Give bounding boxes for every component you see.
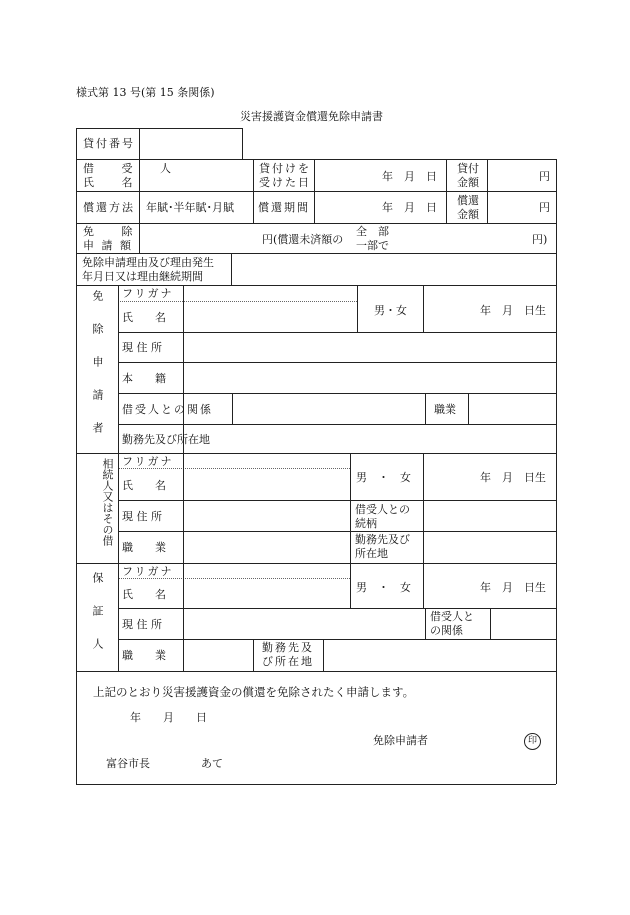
guarantor-occupation-label: 職 業 (122, 649, 166, 662)
footer-applicant-label: 免除申請者 (373, 734, 428, 747)
heir-address-label: 現 住 所 (122, 510, 162, 523)
repaid-label-1: 償還 (457, 194, 479, 207)
borrower-label-1: 借 受 人 (83, 162, 183, 175)
applicant-birth: 年 月 日生 (480, 304, 546, 317)
applicant-domicile-label: 本 籍 (122, 372, 166, 385)
loan-date-ymd: 年 月 日 (382, 170, 437, 183)
repaid-yen: 円 (539, 201, 550, 214)
method-label: 償還方法 (83, 201, 135, 214)
heir-relation-label-2: 続柄 (355, 517, 377, 530)
heir-workplace-label-1: 勤務先及び (355, 533, 410, 546)
loan-amount-yen: 円 (539, 170, 550, 183)
heir-relation-label-1: 借受人との (355, 503, 410, 516)
applicant-side-label: 免除申請者 (91, 290, 104, 455)
form-number: 様式第 13 号(第 15 条関係) (76, 86, 215, 99)
heir-workplace-label-2: 所在地 (355, 547, 388, 560)
loan-amount-label-2: 金額 (457, 176, 479, 189)
reason-label-2: 年月日又は理由継続期間 (82, 270, 203, 283)
guarantor-workplace-label-2: び所在地 (262, 655, 314, 668)
heir-gender: 男 ・ 女 (356, 471, 411, 484)
request-all: 全 部 (356, 225, 389, 238)
request-label-2: 申 請 額 (83, 239, 133, 252)
application-date: 年 月 日 (130, 711, 207, 724)
method-value: 年賦･半年賦･月賦 (146, 201, 234, 214)
loan-number-label: 貸付番号 (83, 137, 135, 150)
guarantor-relation-label-1: 借受人と (430, 610, 474, 623)
request-part: 一部で (356, 239, 389, 252)
borrower-label-2: 氏 名 (83, 176, 145, 189)
request-label-1: 免 除 (83, 225, 145, 238)
request-close-yen: 円) (532, 233, 548, 246)
guarantor-side-label: 保証人 (91, 572, 104, 671)
loan-date-label-1: 貸付けを (259, 162, 311, 175)
ate-label: あて (201, 757, 223, 770)
form-title: 災害援護資金償還免除申請書 (240, 110, 383, 123)
addressee-label: 富谷市長 (106, 757, 150, 770)
loan-date-label-2: 受けた日 (259, 176, 311, 189)
applicant-workplace-label: 勤務先及び所在地 (122, 433, 210, 446)
request-value: 円(償還未済額の (262, 233, 344, 246)
applicant-name-label: 氏 名 (122, 311, 166, 324)
heir-occupation-label: 職 業 (122, 541, 166, 554)
reason-label-1: 免除申請理由及び理由発生 (82, 256, 214, 269)
applicant-furigana: フリガナ (122, 287, 174, 300)
guarantor-address-label: 現 住 所 (122, 618, 162, 631)
heir-birth: 年 月 日生 (480, 471, 546, 484)
guarantor-furigana: フリガナ (122, 565, 174, 578)
loan-amount-label-1: 貸付 (457, 162, 479, 175)
repaid-label-2: 金額 (457, 208, 479, 221)
applicant-relation-label: 借受人との関係 (122, 403, 213, 416)
period-label: 償還期間 (258, 201, 310, 214)
statement: 上記のとおり災害援護資金の償還を免除されたく申請します。 (93, 685, 415, 699)
applicant-gender: 男・女 (374, 304, 407, 317)
guarantor-gender: 男 ・ 女 (356, 581, 411, 594)
applicant-address-label: 現 住 所 (122, 341, 162, 354)
guarantor-birth: 年 月 日生 (480, 581, 546, 594)
guarantor-relation-label-2: の関係 (430, 624, 463, 637)
seal-mark: 印 (524, 733, 541, 750)
period-ymd: 年 月 日 (382, 201, 437, 214)
guarantor-name-label: 氏 名 (122, 588, 166, 601)
applicant-occupation-label: 職業 (434, 403, 456, 416)
heir-side-label: 相続人又はその借 (101, 458, 114, 546)
heir-name-label: 氏 名 (122, 479, 166, 492)
guarantor-workplace-label-1: 勤務先及 (262, 641, 314, 654)
heir-furigana: フリガナ (122, 455, 174, 468)
